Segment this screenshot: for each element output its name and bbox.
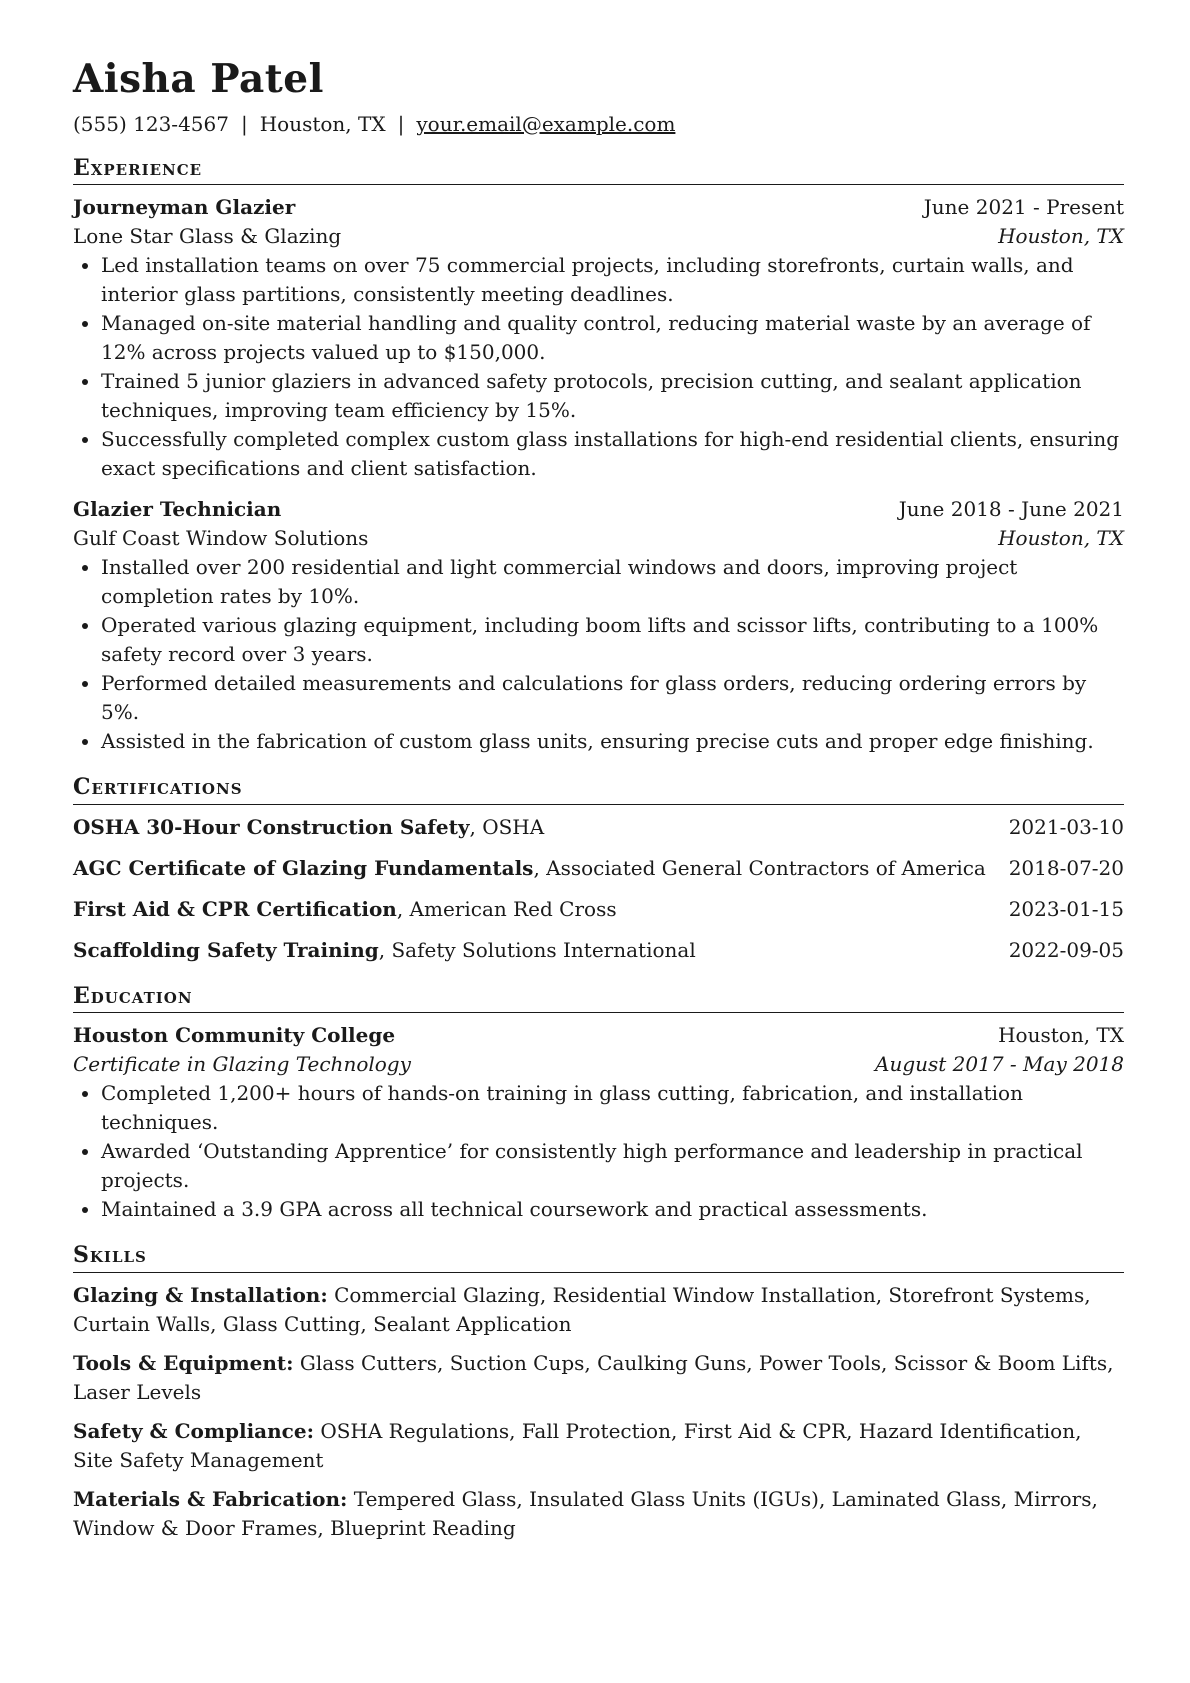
skill-item bbox=[73, 1281, 1124, 1339]
location: Houston, TX bbox=[259, 111, 386, 136]
list-item: • Led installation teams on over 75 commercial projects, including storefronts, curtain walls, and interior glass partitions, consistently meeting deadlines. bbox=[101, 251, 1124, 309]
cert-name: AGC Certificate of Glazing Fundamentals bbox=[73, 855, 534, 880]
list-item: • Operated various glazing equipment, including boom lifts and scissor lifts, contributing to a 100% safety record over 3 years. bbox=[101, 611, 1124, 669]
cert-issuer: , Associated General Contractors of America bbox=[533, 855, 986, 880]
job-header bbox=[73, 193, 1124, 222]
section-title-skills: Skills bbox=[73, 1242, 1124, 1273]
skill-label: Glazing & Installation: bbox=[73, 1282, 328, 1307]
job-subheader bbox=[73, 222, 1124, 251]
job-role: Glazier Technician bbox=[73, 497, 282, 522]
list-item: • Performed detailed measurements and calculations for glass orders, reducing ordering errors by 5%. bbox=[101, 669, 1124, 727]
list-item: • Successfully completed complex custom glass installations for high-end residential clients, ensuring exact specifications and client satisfaction. bbox=[101, 425, 1124, 483]
education-bullets bbox=[73, 1079, 1124, 1224]
candidate-name: Aisha Patel bbox=[73, 56, 324, 102]
cert-item bbox=[73, 895, 1124, 924]
job-company: Lone Star Glass & Glazing bbox=[73, 224, 342, 249]
list-item: • Installed over 200 residential and light commercial windows and doors, improving project completion rates by 10%. bbox=[101, 553, 1124, 611]
skill-text: OSHA Regulations, Fall Protection, First Aid & CPR, Hazard Identification, Site Safety Management bbox=[73, 1418, 1082, 1472]
skill-text: Glass Cutters, Suction Cups, Caulking Guns, Power Tools, Scissor & Boom Lifts, Laser Levels bbox=[73, 1350, 1114, 1404]
cert-name: OSHA 30-Hour Construction Safety bbox=[73, 814, 470, 839]
skill-item bbox=[73, 1417, 1124, 1475]
cert-issuer: , American Red Cross bbox=[396, 896, 617, 921]
job-bullets bbox=[73, 553, 1124, 756]
cert-item bbox=[73, 813, 1124, 842]
job-role: Journeyman Glazier bbox=[73, 195, 296, 220]
job-subheader bbox=[73, 524, 1124, 553]
education-subheader bbox=[73, 1050, 1124, 1079]
job-location: Houston, TX bbox=[998, 224, 1124, 249]
education-dates: August 2017 - May 2018 bbox=[875, 1052, 1124, 1077]
email-link[interactable]: your.email@example.com bbox=[416, 111, 676, 136]
skill-text: Commercial Glazing, Residential Window Installation, Storefront Systems, Curtain Walls, Glass Cutting, Sealant Application bbox=[73, 1282, 1091, 1336]
cert-name: First Aid & CPR Certification bbox=[73, 896, 397, 921]
separator: | bbox=[397, 111, 405, 136]
job-header bbox=[73, 495, 1124, 524]
skill-item bbox=[73, 1349, 1124, 1407]
cert-name: Scaffolding Safety Training bbox=[73, 937, 379, 962]
phone: (555) 123-4567 bbox=[73, 111, 229, 136]
cert-date: 2023-01-15 bbox=[1008, 896, 1124, 921]
education-entry bbox=[73, 1021, 1124, 1224]
skill-label: Safety & Compliance: bbox=[73, 1418, 314, 1443]
skill-label: Tools & Equipment: bbox=[73, 1350, 294, 1375]
certifications-list bbox=[73, 813, 1124, 965]
school-location: Houston, TX bbox=[998, 1023, 1124, 1048]
job-entry bbox=[73, 193, 1124, 483]
cert-issuer: , Safety Solutions International bbox=[378, 937, 696, 962]
skill-text: Tempered Glass, Insulated Glass Units (IGUs), Laminated Glass, Mirrors, Window & Door Frames, Blueprint Reading bbox=[73, 1486, 1098, 1540]
school-name: Houston Community College bbox=[73, 1023, 396, 1048]
section-title-certifications: Certifications bbox=[73, 774, 1124, 805]
cert-date: 2021-03-10 bbox=[1008, 814, 1124, 839]
cert-date: 2022-09-05 bbox=[1008, 937, 1124, 962]
contact-line bbox=[73, 111, 1124, 137]
program-name: Certificate in Glazing Technology bbox=[73, 1052, 411, 1077]
list-item: • Completed 1,200+ hours of hands-on training in glass cutting, fabrication, and installation techniques. bbox=[101, 1079, 1124, 1137]
cert-item bbox=[73, 854, 1124, 883]
job-dates: June 2018 - June 2021 bbox=[898, 497, 1124, 522]
cert-date: 2018-07-20 bbox=[1008, 855, 1124, 880]
education-header bbox=[73, 1021, 1124, 1050]
list-item: • Assisted in the fabrication of custom glass units, ensuring precise cuts and proper edge finishing. bbox=[101, 727, 1124, 756]
cert-item bbox=[73, 936, 1124, 965]
skill-item bbox=[73, 1485, 1124, 1543]
section-title-education: Education bbox=[73, 983, 1124, 1014]
job-company: Gulf Coast Window Solutions bbox=[73, 526, 369, 551]
list-item: • Awarded ‘Outstanding Apprentice’ for consistently high performance and leadership in practical projects. bbox=[101, 1137, 1124, 1195]
skills-list bbox=[73, 1281, 1124, 1543]
list-item: • Maintained a 3.9 GPA across all technical coursework and practical assessments. bbox=[101, 1195, 1124, 1224]
job-location: Houston, TX bbox=[998, 526, 1124, 551]
list-item: • Trained 5 junior glaziers in advanced safety protocols, precision cutting, and sealant application techniques, improving team efficiency by 15%. bbox=[101, 367, 1124, 425]
separator: | bbox=[240, 111, 248, 136]
section-title-experience: Experience bbox=[73, 155, 1124, 186]
job-bullets bbox=[73, 251, 1124, 483]
skill-label: Materials & Fabrication: bbox=[73, 1486, 348, 1511]
job-entry bbox=[73, 495, 1124, 756]
cert-issuer: , OSHA bbox=[469, 814, 545, 839]
job-dates: June 2021 - Present bbox=[923, 195, 1124, 220]
list-item: • Managed on-site material handling and quality control, reducing material waste by an average of 12% across projects valued up to $150,000. bbox=[101, 309, 1124, 367]
